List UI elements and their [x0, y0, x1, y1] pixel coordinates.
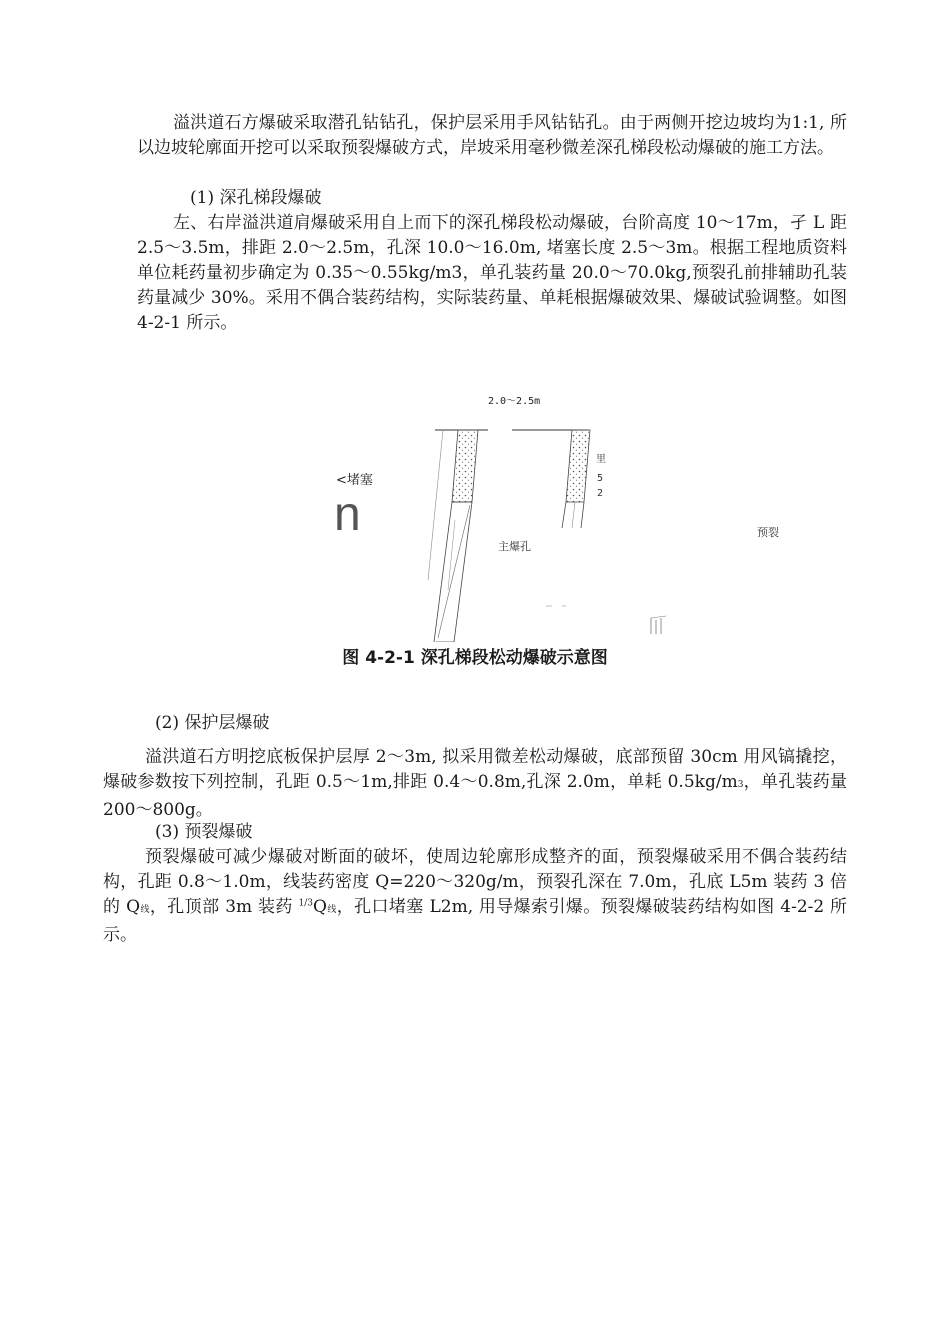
right-hole-wall-2 [581, 502, 584, 528]
vertical-label-3: 2 [597, 488, 604, 499]
heading-deep-hole-blasting: (1) 深孔梯段爆破 [190, 188, 322, 208]
paragraph-protective-layer-tail: ，单孔装药量 200〜800g。 [103, 772, 847, 820]
unit-subscript: 3 [737, 780, 744, 790]
right-hole-wall-1 [562, 502, 566, 528]
paragraph-presplit-text-d: ，孔口堵塞 L2m, 用导爆索引爆。预裂爆破装药结构如图 4-2-2 所示。 [103, 897, 847, 945]
right-hole-charge [572, 502, 575, 528]
bench-face-left [428, 430, 443, 580]
mark-6 [651, 616, 666, 618]
superscript-fraction: 1/3 [298, 898, 314, 909]
heading-protective-layer: (2) 保护层爆破 [155, 713, 270, 733]
paragraph-protective-layer-text: 溢洪道石方明挖底板保护层厚 2〜3m, 拟采用微差松动爆破，底部预留 30cm 用风镐撬挖，爆破参数按下列控制，孔距 0.5〜1m,排距 0.4〜0.8m,孔深 2.0m，单耗 0.5kg/m [103, 747, 847, 792]
paragraph-protective-layer [103, 745, 847, 823]
blasting-diagram [320, 380, 820, 642]
heading-presplit: (3) 预裂爆破 [155, 822, 253, 842]
n-label: n [334, 488, 361, 541]
left-hole-stemming [452, 430, 478, 502]
subscript-line-1: 线 [140, 905, 150, 915]
right-hole-stemming [566, 430, 590, 502]
paragraph-presplit-text-b: ，孔顶部 3m 装药 [149, 897, 299, 917]
blasting-diagram-svg [320, 380, 820, 642]
figure-caption: 图 4-2-1 深孔梯段松动爆破示意图 [342, 648, 608, 668]
presplit-label: 预裂 [757, 526, 779, 539]
main-hole-label: 主爆孔 [498, 540, 531, 553]
paragraph-presplit-text-c: Q [313, 897, 327, 917]
spacing-label: 2.0〜2.5m [488, 396, 541, 407]
paragraph-deep-hole-blasting: 左、右岸溢洪道肩爆破采用自上而下的深孔梯段松动爆破，台阶高度 10〜17m，孑 L 距 2.5〜3.5m，排距 2.0〜2.5m，孔深 10.0〜16.0m, 堵塞长度 2.5〜3m。根据工程地质资料单位耗药量初步确定为 0.35〜0.55kg/m3，单孔装药量 20.0〜70.0kg,预裂孔前排辅助孔装药量减少 30%。采用不偶合装药结构，实际装药量、单耗根据爆破效果、爆破试验调整。如图 4-2-1 所示。 [137, 213, 847, 333]
paragraph-intro: 溢洪道石方爆破采取潜孔钻钻孔，保护层采用手风钻钻孔。由于两侧开挖边坡均为1:1, 所以边坡轮廓面开挖可以采取预裂爆破方式，岸坡采用毫秒微差深孔梯段松动爆破的施工方法。 [137, 113, 847, 158]
stemming-label: <堵塞 [336, 473, 373, 488]
vertical-label-1: 里 [596, 454, 606, 465]
left-hole-wall-2 [454, 502, 472, 642]
paragraph-presplit-text-a: 预裂爆破可减少爆破对断面的破坏，使周边轮廓形成整齐的面，预裂爆破采用不偶合装药结构，孔距 0.8〜1.0m，线装药密度 Q=220〜320g/m，预裂孔深在 7.0m，孔底 L5m 装药 3 倍的 Q [103, 847, 847, 917]
left-hole-wall-1 [434, 502, 452, 642]
vertical-label-2: 5 [597, 473, 604, 484]
subscript-line-2: 线 [326, 905, 337, 915]
left-hole-charge-line-2 [448, 520, 455, 590]
paragraph-presplit [103, 845, 847, 948]
